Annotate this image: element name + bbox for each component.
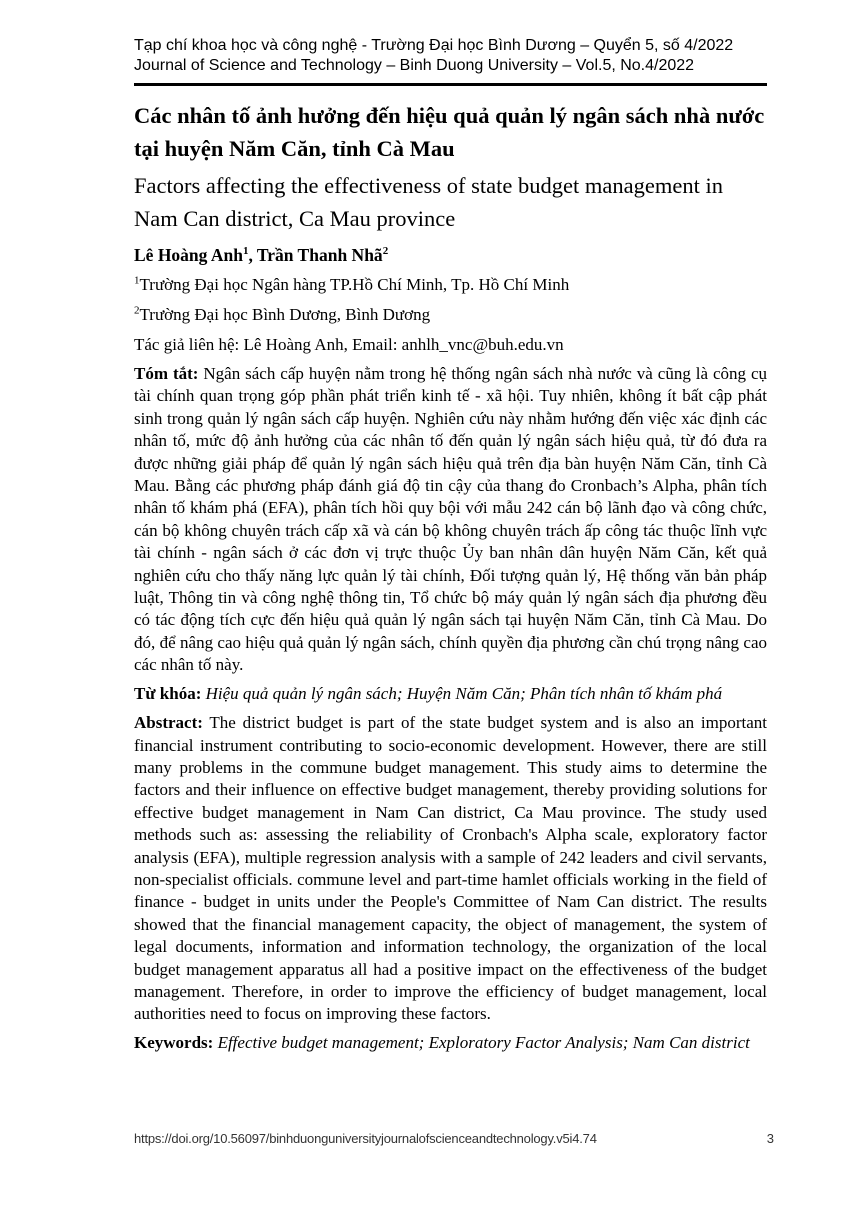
authors-line: [134, 244, 767, 266]
journal-header: [134, 36, 767, 86]
author-name-1: Lê Hoàng Anh: [134, 245, 243, 265]
keywords-vi-label: Từ khóa:: [134, 683, 202, 703]
keywords-en-label: Keywords:: [134, 1032, 214, 1052]
affiliation-superscript-1: 1: [134, 274, 140, 287]
page-footer: [134, 1131, 774, 1146]
keywords-vi-text: Hiệu quả quản lý ngân sách; Huyện Năm Căn; Phân tích nhân tố khám phá: [201, 683, 723, 703]
affiliation-superscript-2: 2: [134, 304, 140, 317]
journal-title-en: Journal of Science and Technology – Binh Duong University – Vol.5, No.4/2022: [134, 57, 695, 74]
affiliation-line-1: [134, 274, 767, 296]
affiliation-line-2: [134, 304, 767, 326]
keywords-en-text: Effective budget management; Exploratory Factor Analysis; Nam Can district: [213, 1032, 750, 1052]
keywords-english-line: [134, 1032, 767, 1054]
header-rule: [134, 83, 767, 86]
abstract-vi-label: Tóm tắt:: [134, 364, 199, 383]
journal-title-vi: Tạp chí khoa học và công nghệ - Trường Đại học Bình Dương – Quyển 5, số 4/2022: [134, 37, 734, 54]
article-title-english: Factors affecting the effectiveness of state budget management in Nam Can district, Ca Mau province: [134, 173, 723, 231]
corresponding-author-line: Tác giả liên hệ: Lê Hoàng Anh, Email: anhlh_vnc@buh.edu.vn: [134, 335, 564, 354]
author-superscript-2: 2: [382, 245, 389, 258]
affiliation-text-1: Trường Đại học Ngân hàng TP.Hồ Chí Minh, Tp. Hồ Chí Minh: [139, 275, 570, 294]
abstract-vi-text: Ngân sách cấp huyện nằm trong hệ thống ngân sách nhà nước và cũng là công cụ tài chính quan trọng góp phần phát triển kinh tế - xã hội. Tuy nhiên, không ít bất cập phát sinh trong quản lý ngân sách cấp huyện. Nghiên cứu này nhằm hướng đến việc xác định các nhân tố, mức độ ảnh hưởng của các nhân tố đến quản lý ngân sách hiệu quả, từ đó đưa ra được những giải pháp để quản lý ngân sách hiệu quả trên địa bàn huyện Năm Căn, tỉnh Cà Mau. Bằng các phương pháp đánh giá độ tin cậy của thang đo Cronbach’s Alpha, phân tích nhân tố khám phá (EFA), phân tích hồi quy bội với mẫu 242 cán bộ lãnh đạo và công chức, cán bộ không chuyên trách cấp xã và cán bộ không chuyên trách ấp công tác thuộc lĩnh vực tài chính - ngân sách ở các đơn vị trực thuộc Ủy ban nhân dân huyện Năm Căn, kết quả nghiên cứu cho thấy năng lực quản lý tài chính, Đối tượng quản lý, Hệ thống văn bản pháp luật, Thông tin và công nghệ thông tin, Tổ chức bộ máy quản lý ngân sách địa phương đều có tác động tích cực đến hiệu quả quản lý ngân sách tại huyện Năm Căn, tỉnh Cà Mau. Do đó, để nâng cao hiệu quả quản lý ngân sách, chính quyền địa phương cần chú trọng nâng cao các nhân tố này.: [134, 364, 768, 675]
abstract-english-paragraph: [134, 712, 767, 1026]
keywords-vietnamese-line: [134, 683, 767, 705]
author-name-2: Trần Thanh Nhã: [256, 245, 383, 265]
article-title-vietnamese: Các nhân tố ảnh hưởng đến hiệu quả quản lý ngân sách nhà nước tại huyện Năm Căn, tỉnh Cà Mau: [134, 103, 765, 161]
abstract-en-label: Abstract:: [134, 713, 203, 733]
author-superscript-1: 1: [242, 245, 249, 258]
abstract-en-text: The district budget is part of the state budget system and is also an important financial instrument contributing to socio-economic development. However, there are still many problems in the commune budget management. This study aims to determine the factors and their influence on effective budget management, thereby providing solutions for effective budget management in Nam Can district, Ca Mau province. The study used methods such as: assessing the reliability of Cronbach's Alpha scale, exploratory factor analysis (EFA), multiple regression analysis with a sample of 242 leaders and civil servants, non-specialist officials. commune level and part-time hamlet officials working in the field of finance - budget in units under the People's Committee of Nam Can district. The results showed that the financial management capacity, the object of management, the system of legal documents, information and information technology, the organization of the local budget management apparatus all had a positive impact on the effectiveness of the budget management. Therefore, in order to improve the efficiency of budget management, local authorities need to focus on improving these factors.: [134, 713, 767, 1024]
article-page: [134, 36, 767, 1054]
abstract-vietnamese-paragraph: [134, 363, 767, 677]
page-number: 3: [766, 1131, 774, 1146]
doi-text: https://doi.org/10.56097/binhduonguniversityjournalofscienceandtechnology.v5i4.74: [134, 1131, 597, 1146]
affiliation-text-2: Trường Đại học Bình Dương, Bình Dương: [139, 305, 431, 324]
authors-separator: ,: [248, 245, 257, 265]
